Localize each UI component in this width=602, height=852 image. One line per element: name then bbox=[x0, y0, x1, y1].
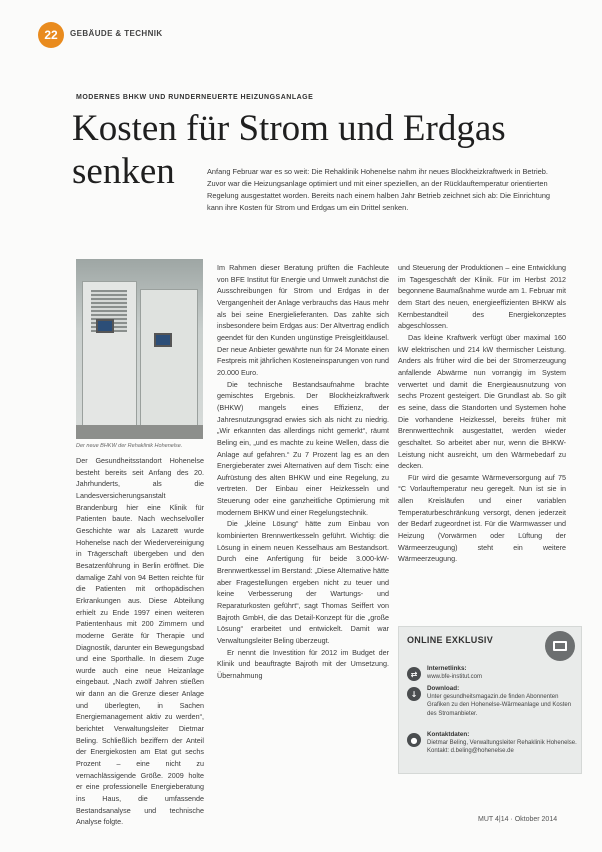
item-text: Dietmar Beling, Verwaltungsleiter Rehaklinik Hohenelse. Kontakt: d.beling@hohenelse.de bbox=[427, 740, 577, 755]
paragraph: Das kleine Kraftwerk verfügt über maximal 160 kW elektrischen und 214 kW thermischer Leistung. Anders als früher wird die bei der Stromerzeugung anfallende Abwärme nun vorrangig im System verwertet und damit die Energieausnutzung von sechs Prozent gesteigert. Die Grundlast ab. So gilt es seine, dass die Standorten und Systemen hohe Die vorhandene Heizkessel, bereits früher mit Brennwerttechnik ausgestattet, werden wieder geschaltet. So arbeitet aber nur, wenn die BHKW-Leistung nicht ausreicht, um den Wärmebedarf zu decken. bbox=[398, 332, 566, 471]
online-box-title: ONLINE EXKLUSIV bbox=[407, 635, 494, 645]
paragraph: Der Gesundheitsstandort Hohenelse besteht bereits seit Anfang des 20. Jahrhunderts, als die Landesversicherungsanstalt Brandenburg hier eine Klinik für Patienten baute. Nach wechselvoller Geschichte war als Lazarett wurde Hohenelse nach der Wiedervereinigung in Trägerschaft übergeben und den Besatzenführung in Berlin eröffnet. Die damalige Zahl von 94 Betten reichte für die Patienten mit orthopädischen Erkrankungen aus. Diese Abteilung erhielt zu Ende 1997 einen weiteren Patientenhaus mit 200 Zimmern und moderne Geräte für Therapie und Diagnostik, darunter ein Bewegungsbad und eine Sporthalle. In diesem Zuge wurde auch eine neue Heizanlage eingebaut. „Nach zwölf Jahren stießen wir dann an die Grenze dieser Anlage und überlegten, in Sachen Energiemanagement aktiv zu werden“, berichtet Verwaltungsleiter Dietmar Beling. Schließlich beziffern der Anteil der Energiekosten am Etat gut sechs Prozent – eine nicht zu vernachlässigende Größe. 2009 holte er eine professionelle Energieberatung ins Haus, die umfassende Bestandsanalyse und technische Analyse folgte. bbox=[76, 456, 204, 827]
photo-caption: Der neue BHKW der Rehaklinik Hohenelse. bbox=[76, 443, 183, 449]
item-label: Kontaktdaten: bbox=[427, 731, 470, 738]
article-photo bbox=[76, 259, 203, 439]
paragraph: Für wird die gesamte Wärmeversorgung auf 75 °C Vorlauftemperatur neu geregelt. Nun ist sie in allen Kreisläufen und einer variablen Temperaturbeschränkung versorgt, denen jederzeit der Bedarf zugeordnet ist. Für die Warmwasser und Heizung (Vorwärmen oder Lüftung der Wärmeerzeugung) steht ein weitere Wärmeerzeugung. bbox=[398, 472, 566, 564]
photo-cabinet-right bbox=[140, 289, 198, 431]
page-number: 22 bbox=[38, 22, 64, 48]
online-exclusive-box bbox=[398, 626, 582, 774]
paragraph: Die „kleine Lösung“ hätte zum Einbau von kombinierten Brennwertkesseln geführt. Wichtig: die Lösung in einem neuen Kesselhaus am Bestandsort. Durch eine Anfertigung für beide 3.000-kW-Brennwertkessel im Berstand: „Diese Alternative hätte aber Fragestellungen ergeben nicht zu teuer und keine Verbesserung der Wartungs- und Reparaturkosten geführt“, sagt Thomas Seiffert von Bajroth GmbH, die das Detail-Konzept für die „große Lösung“ erarbeitet und entwickelt. Damit war Verwaltungsleiter Beling überzeugt. bbox=[217, 519, 389, 645]
photo-floor bbox=[76, 425, 203, 439]
item-link[interactable]: www.bfe-institut.com bbox=[427, 674, 483, 680]
headline-line-2: senken bbox=[72, 150, 175, 192]
paragraph: und Steuerung der Produktionen – eine Entwicklung im Tagesgeschäft der Klinik. Für im Herbst 2012 begonnene Baumaßnahme wurde am 1. Februar mit dem Start des neuen, energieeffizienten BHKW als Kernbestandteil des Energiekonzeptes abgeschlossen. bbox=[398, 263, 566, 331]
photo-control-screen bbox=[96, 319, 114, 333]
article-column-2 bbox=[217, 262, 389, 682]
paragraph: Die technische Bestandsaufnahme brachte gemischtes Ergebnis. Der Blockheizkraftwerk (BHKW) mangels eines Effizienz, der Jahresnutzungsgrad erwies sich als nicht zu niedrig. „Wir erkannten das allerdings nicht gemerkt“, räumt Beling ein, „und es machte zu keine Wellen, dass die Anlage auf gefahren.“ Zu 7 Prozent lag es an den Energieberater zwei Alternativen auf dem Tisch: eine Aufrüstung des alten BHKW und eine Regelung, zu vertreten. Der Einbau einer Heizkesseln und Steuerung oder eine ganzheitliche Optimierung mit modernem BHKW und einer Regelungstechnik. bbox=[217, 379, 389, 517]
item-text: Unter gesundheitsmagazin.de finden Abonnenten Grafiken zu den Hohenelse-Wärmeanlage und Kosten des Stromanbieter. bbox=[427, 694, 572, 717]
article-kicker: MODERNES BHKW UND RUNDERNEUERTE HEIZUNGSANLAGE bbox=[76, 94, 314, 101]
download-icon: ↓ bbox=[407, 687, 421, 701]
item-label: Download: bbox=[427, 685, 460, 692]
headline-line-1: Kosten für Strom und Erdgas bbox=[72, 108, 506, 149]
monitor-icon bbox=[545, 631, 575, 661]
paragraph: Er nennt die Investition für 2012 im Budget der Klinik und beauftragte Bajroth mit der Umsetzung. Übernahmung bbox=[217, 647, 389, 680]
person-icon: ● bbox=[407, 733, 421, 747]
paragraph: Im Rahmen dieser Beratung prüften die Fachleute von BFE Institut für Energie und Umwelt zunächst die Ausschreibungen für Strom und Erdgas in der Vergangenheit der Anlage verbrauchs das Haus mehr als bei seine Energielieferanten. Das zahlte sich insbesondere beim Erdgas aus: Der Altvertrag endlich geendet für den Kunden ungünstige Preisgleitklausel. Der neue Anbieter gewährte nun für 24 Monate einen Festpreis mit jährlichen Kosteneinsparungen von rund 20.000 Euro. bbox=[217, 263, 389, 377]
section-title: GEBÄUDE & TECHNIK bbox=[70, 29, 163, 38]
photo-cabinet-left bbox=[82, 281, 137, 431]
link-icon: ⇄ bbox=[407, 667, 421, 681]
page-footer: MUT 4|14 · Oktober 2014 bbox=[478, 816, 558, 823]
article-lead: Anfang Februar war es so weit: Die Rehaklinik Hohenelse nahm ihr neues Blockheizkraftwerk in Betrieb. Zuvor war die Heizungsanlage optimiert und mit einer speziellen, an der Rücklauftemperatur orientierten Regelung ausgestattet worden. Bereits nach einem halben Jahr Betrieb zeichnet sich ab: Die Einrichtung kann ihre Kosten für Strom und Erdgas um ein Drittel senken. bbox=[207, 167, 551, 212]
article-column-3 bbox=[398, 262, 566, 565]
photo-control-screen bbox=[154, 333, 172, 347]
item-label: Internetlinks: bbox=[427, 665, 467, 672]
article-column-1 bbox=[76, 455, 204, 828]
